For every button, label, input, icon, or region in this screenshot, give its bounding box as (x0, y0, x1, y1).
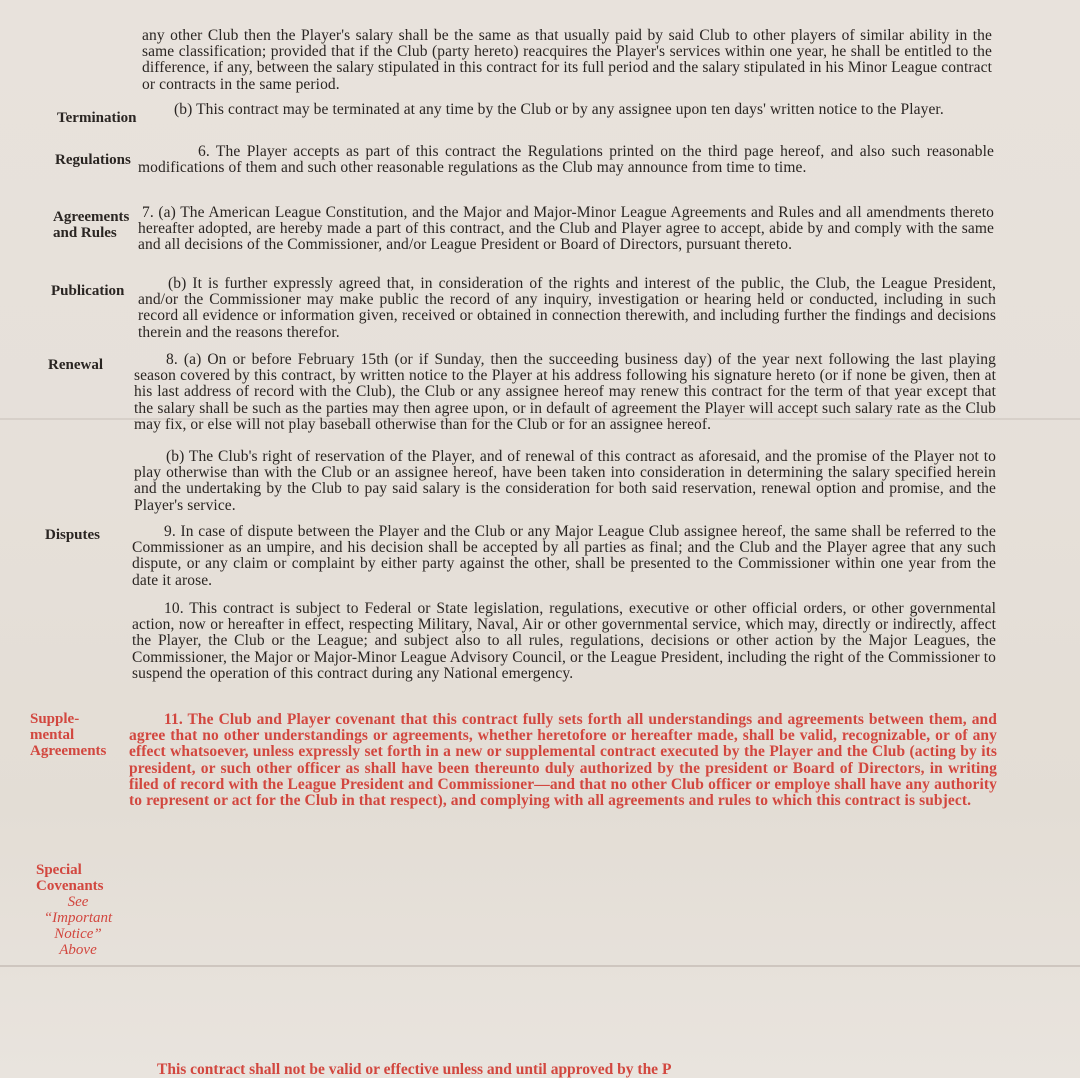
paragraph-validity-notice: This contract shall not be valid or effective unless and until approved by the P (157, 1062, 672, 1078)
margin-label-disputes: Disputes (45, 527, 101, 543)
paragraph-termination: (b) This contract may be terminated at any time by the Club or by any assignee upon ten days' written notice to the Player. (174, 101, 944, 118)
paragraph-regulations: 6. The Player accepts as part of this contract the Regulations printed on the third page hereof, and also such reasonable modifications of them and such other reasonable regulations as the Club may announce from time to time. (138, 143, 994, 177)
margin-label-supplemental-line1: Supple- (30, 711, 80, 727)
margin-label-agreements-line2: and Rules (53, 225, 117, 241)
paragraph-salary-continuation: any other Club then the Player's salary shall be the same as that usually paid by said Club to other players of similar ability in the same classification; provided that if the Club (party hereto) reacquires the Player's services within one year, he shall be entitled to the difference, if any, between the salary stipulated in this contract for its full period and the salary stipulated in his Minor League contract or contracts in the same period. (142, 27, 992, 93)
paragraph-publication: (b) It is further expressly agreed that, in consideration of the rights and interest of the public, the Club, the League President, and/or the Commissioner may make public the record of any inquiry, investigation or hearing held or conducted, including in such record all evidence or information given, received or obtained in connection therewith, and including further the findings and decisions therein and the reasons therefor. (138, 275, 996, 341)
margin-label-special-line3: See (67, 894, 89, 910)
margin-label-special-line5: Notice” (54, 926, 102, 942)
margin-label-special-covenants (36, 862, 120, 958)
margin-label-supplemental (30, 711, 106, 759)
margin-label-special-line1: Special (36, 862, 82, 878)
paragraph-agreements: 7. (a) The American League Constitution, and the Major and Major-Minor League Agreements and Rules and all amendments thereto hereafter adopted, are hereby made a part of this contract, and the Club and Player agree to accept, abide by and comply with the same and all decisions of the Commissioner, and/or League President or Board of Directors, pursuant thereto. (138, 204, 994, 254)
margin-label-special-line4: “Important (43, 910, 113, 926)
margin-label-agreements (53, 209, 129, 241)
paragraph-clause-eleven: 11. The Club and Player covenant that this contract fully sets forth all understandings and agreements between them, and agree that no other understandings or agreements, whether heretofore or hereafter made, shall be valid, recognizable, or of any effect whatsoever, unless expressly set forth in a new or supplemental contract executed by the Player and the Club (acting by its president, or such other officer as shall have been thereunto duly authorized by the president or Board of Directors, in writing filed of record with the League President and Commissioner—and that no other Club officer or employe shall have any authority to represent or act for the Club in that respect), and complying with all agreements and rules to which this contract is subject. (129, 711, 997, 810)
margin-label-publication: Publication (51, 283, 125, 299)
paragraph-disputes: 9. In case of dispute between the Player and the Club or any Major League Club assignee hereof, the same shall be referred to the Commissioner as an umpire, and his decision shall be accepted by all parties as final; and the Club and the Player agree that any such dispute, or any claim or complaint by either party against the other, shall be presented to the Commissioner within one year from the date it arose. (132, 523, 996, 589)
paragraph-clause-ten: 10. This contract is subject to Federal or State legislation, regulations, executive or other official orders, or other governmental action, now or hereafter in effect, respecting Military, Naval, Air or other governmental service, which may, directly or indirectly, affect the Player, the Club or the League; and subject also to all rules, regulations, decisions or other action by the Major Leagues, the Commissioner, the Major or Major-Minor League Advisory Council, or the League President, including the right of the Commissioner to suspend the operation of this contract during any National emergency. (132, 600, 996, 682)
margin-label-renewal: Renewal (48, 357, 103, 373)
paragraph-renewal-b: (b) The Club's right of reservation of the Player, and of renewal of this contract as aforesaid, and the promise of the Player not to play otherwise than with the Club or an assignee hereof, have been taken into consideration in determining the salary specified herein and the undertaking by the Club to pay said salary is the consideration for both said reservation, renewal option and promise, and the Player's service. (134, 448, 996, 514)
paragraph-renewal-a: 8. (a) On or before February 15th (or if Sunday, then the succeeding business day) of the year next following the last playing season covered by this contract, by written notice to the Player at his address following his signature hereto (or if none be given, then at his last address of record with the Club), the Club or any assignee hereof may renew this contract for the term of that year except that the salary shall be such as the parties may then agree upon, or in default of agreement the Player will accept such salary rate as the Club may fix, or else will not play baseball otherwise than for the Club or for an assignee hereof. (134, 351, 996, 433)
paper-fold-upper (0, 418, 1080, 420)
margin-label-regulations: Regulations (55, 152, 131, 168)
margin-label-supplemental-line2: mental (30, 727, 75, 743)
margin-label-special-line2: Covenants (36, 878, 104, 894)
margin-label-special-line6: Above (59, 942, 97, 958)
paper-fold-lower (0, 965, 1080, 967)
margin-label-termination: Termination (57, 110, 137, 126)
margin-label-agreements-line1: Agreements (53, 209, 130, 225)
margin-label-supplemental-line3: Agreements (30, 743, 107, 759)
